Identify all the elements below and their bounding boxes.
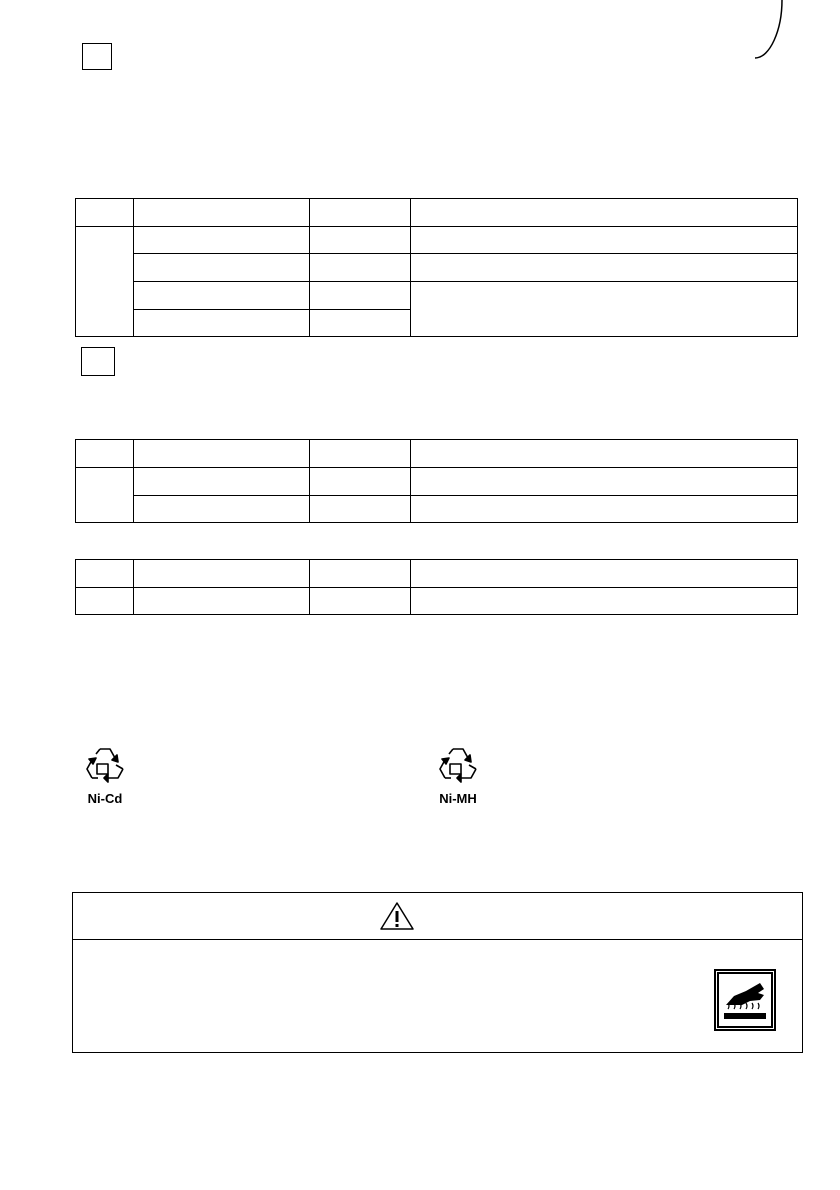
table-cell	[411, 560, 798, 588]
table-cell	[310, 282, 411, 310]
spec-table-1	[75, 198, 798, 337]
table-row	[76, 254, 798, 282]
table-row	[76, 282, 798, 310]
table-cell	[310, 468, 411, 496]
table-cell	[134, 227, 310, 254]
table-cell	[76, 199, 134, 227]
table-cell	[411, 199, 798, 227]
table-cell	[134, 560, 310, 588]
table-cell	[310, 254, 411, 282]
table-cell-merged	[411, 282, 798, 337]
table-cell	[310, 496, 411, 523]
table-cell	[134, 310, 310, 337]
table-cell	[76, 440, 134, 468]
recycle-label: Ni-Cd	[87, 791, 123, 806]
table-row	[76, 496, 798, 523]
recycle-label: Ni-MH	[439, 791, 477, 806]
recycle-symbol-nimh	[433, 745, 483, 809]
table-cell	[310, 227, 411, 254]
table-cell	[76, 560, 134, 588]
table-cell	[310, 199, 411, 227]
table-cell	[310, 588, 411, 615]
recycle-symbol-nicd	[80, 745, 130, 809]
table-cell	[134, 468, 310, 496]
section-marker-box-2	[81, 347, 115, 376]
table-cell	[411, 496, 798, 523]
table-cell	[134, 282, 310, 310]
section-marker-box-1	[82, 43, 112, 70]
table-header-row	[76, 440, 798, 468]
table-row	[76, 468, 798, 496]
table-cell	[411, 254, 798, 282]
hot-surface-hand-icon	[714, 969, 776, 1031]
table-row	[76, 227, 798, 254]
table-cell	[411, 468, 798, 496]
spec-table-3	[75, 559, 798, 615]
table-cell	[411, 588, 798, 615]
table-cell	[134, 254, 310, 282]
table-header-row	[76, 199, 798, 227]
recycle-icon	[433, 745, 483, 789]
table-cell	[411, 440, 798, 468]
table-cell	[134, 588, 310, 615]
table-header-row	[76, 560, 798, 588]
table-row	[76, 588, 798, 615]
caution-header	[73, 893, 802, 940]
spec-table-2	[75, 439, 798, 523]
crop-mark-arc	[0, 0, 840, 80]
table-cell	[134, 440, 310, 468]
caution-box	[72, 892, 803, 1053]
warning-triangle-icon	[379, 901, 415, 931]
table-cell	[76, 588, 134, 615]
recycle-icon	[80, 745, 130, 789]
table-cell-merged	[76, 468, 134, 523]
table-cell	[134, 199, 310, 227]
table-cell-merged	[76, 227, 134, 337]
table-cell	[310, 440, 411, 468]
table-cell	[310, 310, 411, 337]
table-cell	[310, 560, 411, 588]
table-cell	[134, 496, 310, 523]
table-cell	[411, 227, 798, 254]
